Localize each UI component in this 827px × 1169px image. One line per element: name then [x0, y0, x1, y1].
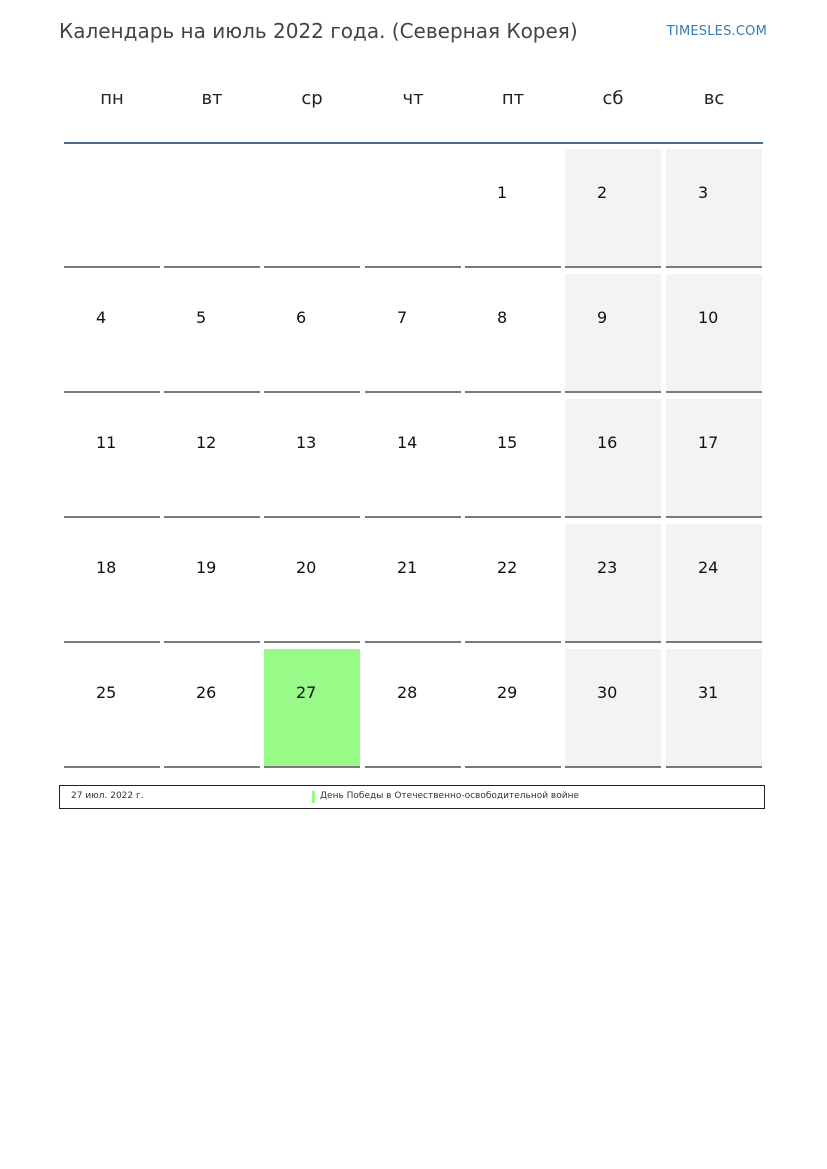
- day-number: 9: [597, 308, 608, 327]
- day-cell[interactable]: [264, 649, 360, 768]
- day-cell[interactable]: [365, 274, 461, 393]
- day-cell[interactable]: [365, 524, 461, 643]
- day-number: 6: [296, 308, 307, 327]
- day-number: 18: [96, 558, 117, 577]
- day-number: 1: [497, 183, 508, 202]
- empty-day-cell: [64, 149, 160, 268]
- day-number: 2: [597, 183, 608, 202]
- empty-day-cell: [264, 149, 360, 268]
- day-cell[interactable]: [164, 524, 260, 643]
- day-number: 24: [698, 558, 719, 577]
- day-cell[interactable]: [565, 649, 661, 768]
- day-cell[interactable]: [365, 399, 461, 518]
- day-cell[interactable]: [64, 399, 160, 518]
- weekday-label: вт: [201, 88, 223, 109]
- holiday-legend: [59, 785, 765, 809]
- day-number: 16: [597, 433, 618, 452]
- day-cell[interactable]: [565, 399, 661, 518]
- day-cell[interactable]: [264, 524, 360, 643]
- day-cell[interactable]: [666, 649, 762, 768]
- day-cell[interactable]: [465, 274, 561, 393]
- day-number: 27: [296, 683, 317, 702]
- day-number: 28: [397, 683, 418, 702]
- legend-date: 27 июл. 2022 г.: [71, 791, 144, 801]
- day-cell[interactable]: [465, 649, 561, 768]
- day-cell[interactable]: [64, 274, 160, 393]
- day-cell[interactable]: [565, 274, 661, 393]
- legend-holiday-name: День Победы в Отечественно-освободительной войне: [320, 791, 580, 801]
- day-cell[interactable]: [264, 399, 360, 518]
- day-cell[interactable]: [666, 524, 762, 643]
- brand-link[interactable]: TIMESLES.COM: [666, 24, 767, 39]
- weekday-label: сб: [602, 88, 624, 109]
- page-title: Календарь на июль 2022 года. (Северная Корея): [59, 19, 578, 43]
- day-number: 5: [196, 308, 207, 327]
- day-number: 19: [196, 558, 217, 577]
- day-number: 10: [698, 308, 719, 327]
- day-cell[interactable]: [465, 149, 561, 268]
- day-cell[interactable]: [64, 649, 160, 768]
- day-number: 22: [497, 558, 518, 577]
- day-number: 13: [296, 433, 317, 452]
- weekday-label: вс: [703, 88, 725, 109]
- day-number: 7: [397, 308, 408, 327]
- day-number: 17: [698, 433, 719, 452]
- day-number: 29: [497, 683, 518, 702]
- weekday-header: [64, 88, 762, 120]
- weekday-label: пн: [100, 88, 124, 109]
- day-number: 8: [497, 308, 508, 327]
- day-cell[interactable]: [666, 399, 762, 518]
- day-number: 12: [196, 433, 217, 452]
- day-number: 4: [96, 308, 107, 327]
- day-cell[interactable]: [565, 149, 661, 268]
- day-cell[interactable]: [666, 149, 762, 268]
- day-cell[interactable]: [164, 399, 260, 518]
- day-cell[interactable]: [565, 524, 661, 643]
- day-number: 14: [397, 433, 418, 452]
- day-cell[interactable]: [64, 524, 160, 643]
- day-number: 11: [96, 433, 117, 452]
- day-number: 15: [497, 433, 518, 452]
- weekday-label: ср: [301, 88, 323, 109]
- day-number: 21: [397, 558, 418, 577]
- day-cell[interactable]: [465, 399, 561, 518]
- day-cell[interactable]: [666, 274, 762, 393]
- day-number: 30: [597, 683, 618, 702]
- day-number: 31: [698, 683, 719, 702]
- empty-day-cell: [164, 149, 260, 268]
- day-cell[interactable]: [264, 274, 360, 393]
- day-number: 3: [698, 183, 709, 202]
- weekday-label: пт: [501, 88, 525, 109]
- day-cell[interactable]: [164, 649, 260, 768]
- calendar-grid: [64, 149, 764, 770]
- day-cell[interactable]: [164, 274, 260, 393]
- empty-day-cell: [365, 149, 461, 268]
- day-number: 23: [597, 558, 618, 577]
- day-number: 20: [296, 558, 317, 577]
- day-cell[interactable]: [465, 524, 561, 643]
- header-divider: [64, 142, 763, 144]
- day-number: 26: [196, 683, 217, 702]
- holiday-color-swatch: [312, 791, 315, 803]
- day-cell[interactable]: [365, 649, 461, 768]
- day-number: 25: [96, 683, 117, 702]
- weekday-label: чт: [402, 88, 424, 109]
